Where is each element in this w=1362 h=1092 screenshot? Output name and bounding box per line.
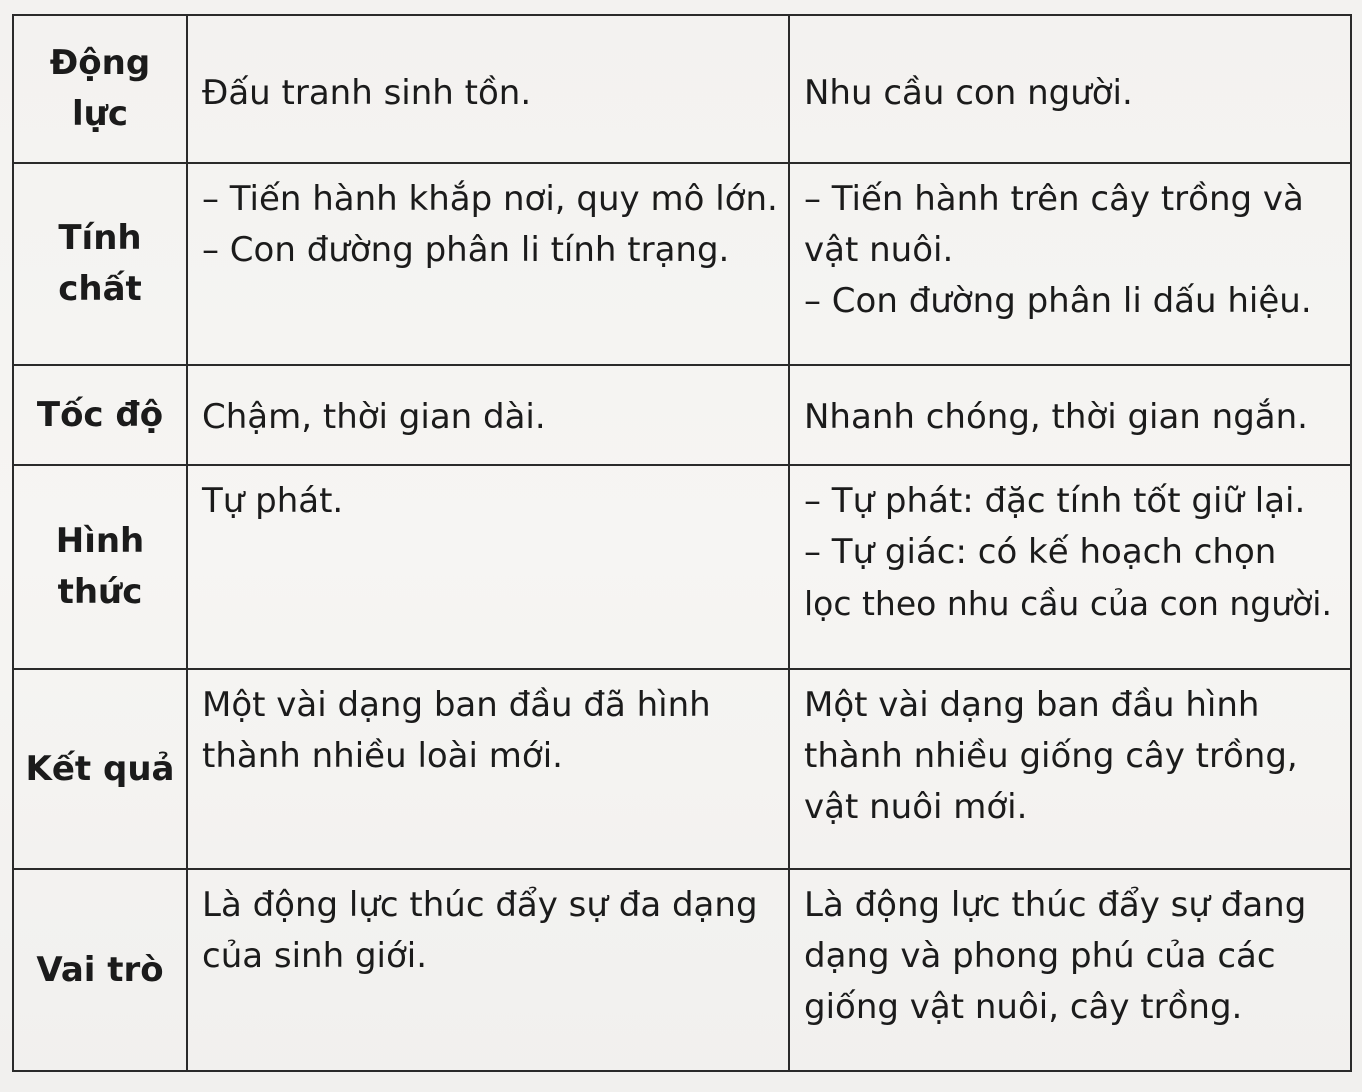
table-row-dong-luc xyxy=(13,15,1351,163)
cell-text: giống vật nuôi, cây trồng. xyxy=(804,987,1243,1027)
natural-selection-cell xyxy=(187,15,789,163)
cell-text: Tự phát. xyxy=(202,481,344,521)
natural-selection-cell xyxy=(187,163,789,365)
row-label-line: Tính xyxy=(58,218,142,258)
cell-text: dạng và phong phú của các xyxy=(804,936,1276,976)
cell-text: Đấu tranh sinh tồn. xyxy=(202,73,532,113)
cell-text: – Con đường phân li tính trạng. xyxy=(202,230,730,270)
cell-text: Chậm, thời gian dài. xyxy=(202,397,546,437)
cell-text: Là động lực thúc đẩy sự đa dạng xyxy=(202,885,758,925)
table-row-vai-tro xyxy=(13,869,1351,1071)
cell-text: – Con đường phân li dấu hiệu. xyxy=(804,281,1312,321)
artificial-selection-cell xyxy=(789,465,1351,669)
row-label-line: Vai trò xyxy=(36,949,164,990)
natural-selection-cell xyxy=(187,869,789,1071)
row-label-line: Động xyxy=(49,43,151,83)
cell-text: – Tiến hành khắp nơi, quy mô lớn. xyxy=(202,179,778,219)
cell-text: Nhu cầu con người. xyxy=(804,73,1133,113)
table-row-ket-qua xyxy=(13,669,1351,869)
artificial-selection-cell xyxy=(789,15,1351,163)
table-row-tinh-chat xyxy=(13,163,1351,365)
cell-text: Nhanh chóng, thời gian ngắn. xyxy=(804,397,1308,437)
cell-text: thành nhiều loài mới. xyxy=(202,736,563,776)
table-row-hinh-thuc xyxy=(13,465,1351,669)
row-label-line: lực xyxy=(71,94,128,134)
cell-text: vật nuôi mới. xyxy=(804,787,1028,827)
row-label xyxy=(13,869,187,1071)
artificial-selection-cell xyxy=(789,163,1351,365)
comparison-table xyxy=(12,14,1352,1072)
cell-text: – Tự giác: có kế hoạch chọn xyxy=(804,532,1277,572)
cell-text: của sinh giới. xyxy=(202,936,428,976)
row-label-line: thức xyxy=(57,572,143,612)
cell-text: thành nhiều giống cây trồng, xyxy=(804,736,1298,776)
row-label-line: Hình xyxy=(55,521,145,561)
cell-text: – Tự phát: đặc tính tốt giữ lại. xyxy=(804,481,1306,521)
cell-text: Là động lực thúc đẩy sự đang xyxy=(804,885,1307,925)
row-label xyxy=(13,465,187,669)
row-label-line: chất xyxy=(58,269,142,309)
natural-selection-cell xyxy=(187,365,789,465)
artificial-selection-cell xyxy=(789,669,1351,869)
cell-text: Một vài dạng ban đầu đã hình xyxy=(202,685,711,725)
artificial-selection-cell xyxy=(789,365,1351,465)
row-label xyxy=(13,15,187,163)
cell-text: lọc theo nhu cầu của con người. xyxy=(804,584,1332,623)
cell-text: vật nuôi. xyxy=(804,230,954,270)
cell-text: Một vài dạng ban đầu hình xyxy=(804,685,1260,725)
row-label-line: Kết quả xyxy=(25,748,175,789)
natural-selection-cell xyxy=(187,465,789,669)
row-label xyxy=(13,365,187,465)
row-label-line: Tốc độ xyxy=(36,394,164,435)
table-row-toc-do xyxy=(13,365,1351,465)
artificial-selection-cell xyxy=(789,869,1351,1071)
cell-text: – Tiến hành trên cây trồng và xyxy=(804,179,1304,219)
natural-selection-cell xyxy=(187,669,789,869)
row-label xyxy=(13,163,187,365)
row-label xyxy=(13,669,187,869)
